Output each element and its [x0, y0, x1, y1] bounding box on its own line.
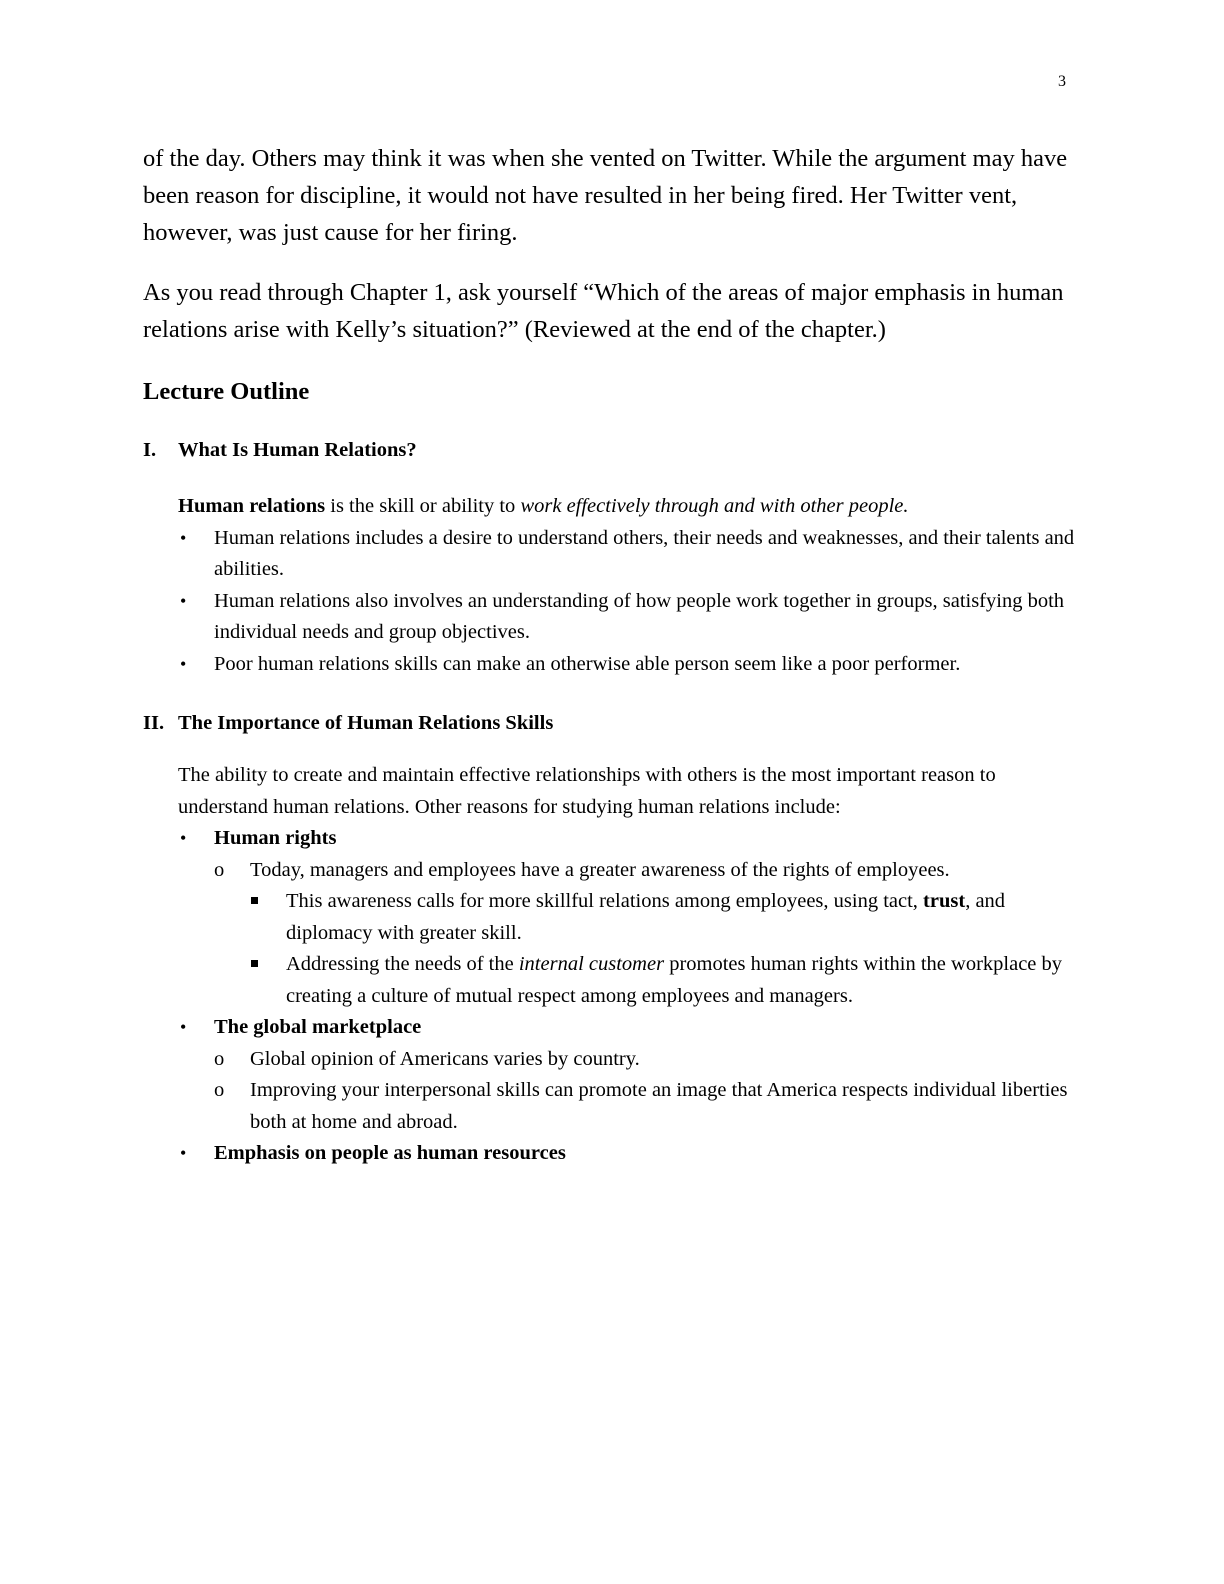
topic-1-detail-list: [108, 886, 1083, 1012]
bullet-glyph: •: [180, 1143, 187, 1163]
bullet-glyph: •: [180, 590, 187, 611]
list-item: [108, 1075, 1083, 1138]
list-item: [108, 823, 1083, 855]
bullet-glyph: •: [180, 527, 187, 548]
circle-glyph: o: [214, 1047, 225, 1070]
detail-2-part-2: promotes human rights within the workplace by creating a culture of mutual respect among employees and managers.: [286, 953, 1063, 1007]
section-1-title: What Is Human Relations?: [178, 439, 417, 461]
topic-3-heading: Emphasis on people as human resources: [214, 1142, 566, 1164]
topic-2-heading: The global marketplace: [214, 1016, 422, 1038]
topic-1-sublist: [108, 855, 1083, 887]
list-item: [108, 1138, 1083, 1170]
circle-glyph: o: [214, 1079, 225, 1101]
list-item: [108, 523, 1083, 586]
list-item: [108, 649, 1083, 681]
detail-2-part-1: Addressing the needs of the: [286, 953, 519, 975]
topic-2-sublist: [108, 1044, 1083, 1139]
sub-item-text: Today, managers and employees have a greater awareness of the rights of employees.: [250, 858, 950, 881]
section-1-heading: [143, 437, 1083, 463]
bullet-text: Poor human relations skills can make an otherwise able person seem like a poor performer.: [214, 652, 961, 675]
square-bullet: [251, 960, 258, 967]
definition-middle: is the skill or ability to: [325, 495, 521, 517]
definition-emphasis: work effectively through and with other people.: [520, 495, 909, 517]
list-item: [108, 1044, 1083, 1076]
bullet-glyph: •: [180, 653, 187, 674]
list-item: [108, 886, 1083, 949]
page-content: [143, 140, 1083, 1170]
section-2-intro: The ability to create and maintain effective relationships with others is the most important reason to understand human relations. Other reasons for studying human relations include:: [178, 764, 996, 818]
sub-item-text: Improving your interpersonal skills can promote an image that America respects individual liberties both at home and abroad.: [250, 1079, 1068, 1133]
intro-paragraph-1: of the day. Others may think it was when she vented on Twitter. While the argument may have been reason for discipline, it would not have resulted in her being fired. Her Twitter vent, however, was just cause for her firing.: [143, 145, 1068, 246]
list-item: [108, 586, 1083, 649]
detail-1-part-2: , and diplomacy with greater skill.: [286, 890, 1006, 944]
topic-1-list: [108, 823, 1083, 855]
list-item: [108, 949, 1083, 1012]
definition-term: Human relations: [178, 495, 326, 517]
intro-paragraph-2: As you read through Chapter 1, ask yourself “Which of the areas of major emphasis in human relations arise with Kelly’s situation?” (Reviewed at the end of the chapter.): [143, 279, 1064, 343]
sub-item-text: Global opinion of Americans varies by country.: [250, 1047, 640, 1070]
detail-1-bold: trust: [923, 890, 966, 912]
lecture-outline-heading: Lecture Outline: [143, 378, 310, 405]
page-number: 3: [1058, 73, 1066, 90]
section-2-heading: [143, 710, 1083, 736]
definition-paragraph: [143, 491, 1083, 523]
bullet-text: Human relations includes a desire to understand others, their needs and weaknesses, and their talents and abilities.: [214, 526, 1075, 580]
bullet-text: Human relations also involves an understanding of how people work together in groups, satisfying both individual needs and group objectives.: [214, 589, 1065, 643]
square-bullet: [251, 897, 258, 904]
bullet-glyph: •: [180, 828, 187, 848]
detail-2-italic: internal customer: [518, 953, 665, 975]
section-2-numeral: II.: [143, 712, 165, 734]
section-2-title: The Importance of Human Relations Skills: [178, 712, 554, 734]
detail-1-part-1: This awareness calls for more skillful relations among employees, using tact,: [286, 890, 924, 912]
list-item: [108, 855, 1083, 887]
section-1-numeral: I.: [143, 439, 157, 461]
topic-1-heading: Human rights: [214, 827, 337, 849]
section-1-bullet-list: [108, 523, 1083, 681]
bullet-glyph: •: [180, 1017, 187, 1037]
topic-2-list: [108, 1012, 1083, 1044]
topic-3-list: [108, 1138, 1083, 1170]
circle-glyph: o: [214, 858, 225, 881]
list-item: [108, 1012, 1083, 1044]
